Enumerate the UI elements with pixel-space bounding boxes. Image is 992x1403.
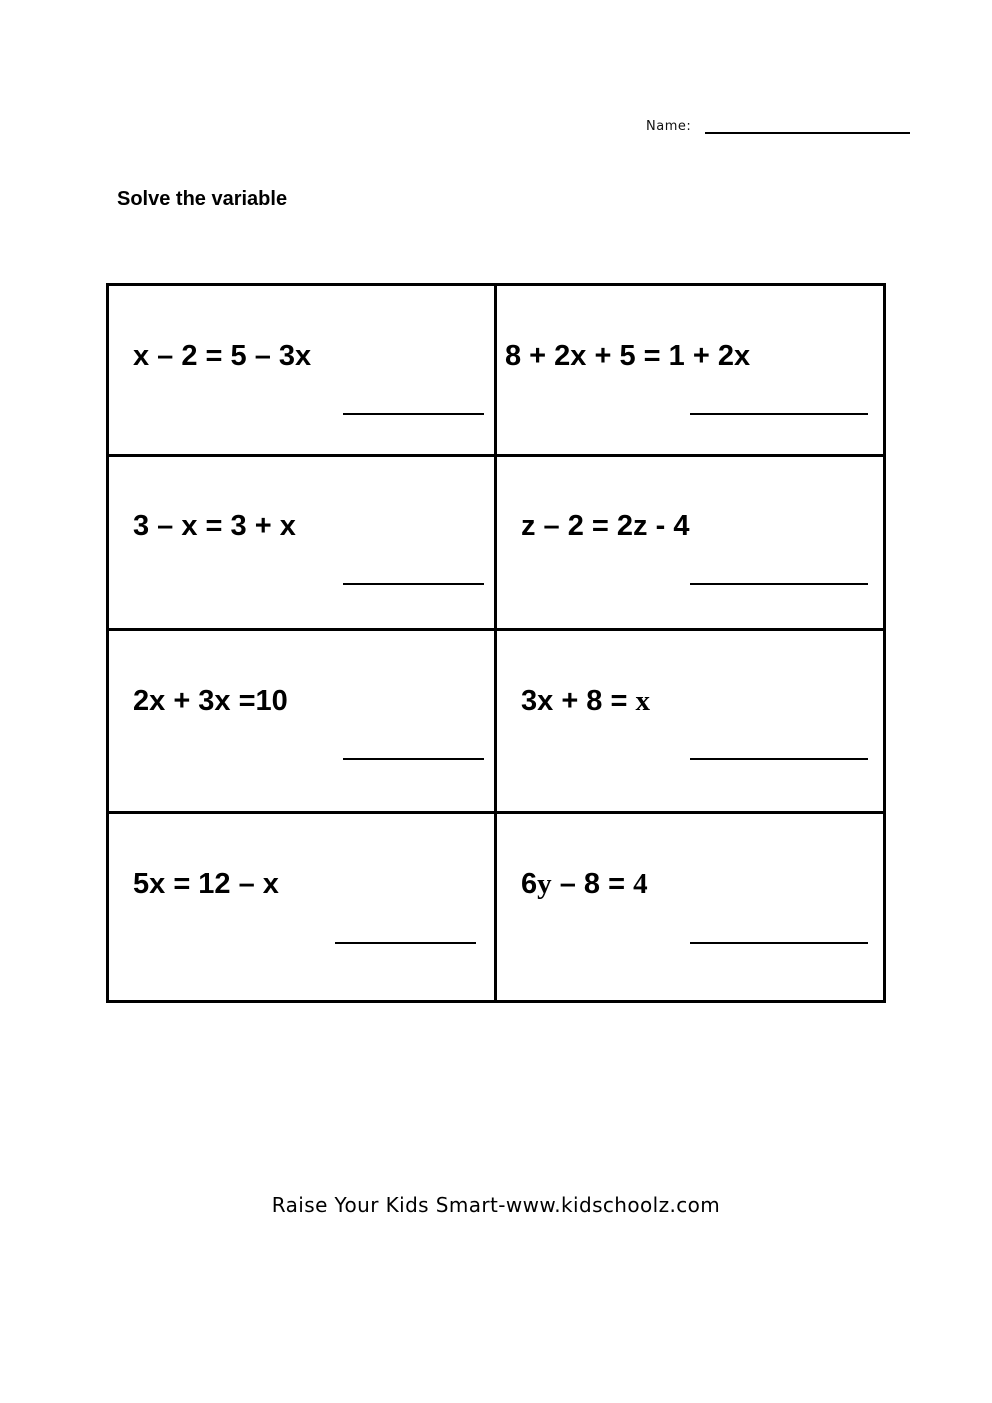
- worksheet-title: Solve the variable: [117, 188, 288, 210]
- grid-row-divider-2: [106, 628, 886, 631]
- problem-2-answer-line[interactable]: [690, 413, 868, 415]
- problem-6-equation: [521, 684, 650, 718]
- problem-8-answer-line[interactable]: [690, 942, 868, 944]
- problem-7-answer-line[interactable]: [335, 942, 476, 944]
- problem-8-result: 4: [633, 868, 648, 900]
- problem-5-equation: 2x + 3x =10: [133, 685, 288, 717]
- problem-4-equation: z – 2 = 2z - 4: [521, 510, 690, 542]
- problem-8-variable: y: [537, 868, 552, 900]
- grid-row-divider-1: [106, 454, 886, 457]
- problem-1-equation: x – 2 = 5 – 3x: [133, 340, 312, 372]
- problem-4-answer-line[interactable]: [690, 583, 868, 585]
- problem-2-equation: 8 + 2x + 5 = 1 + 2x: [505, 340, 751, 372]
- problem-7-equation: 5x = 12 – x: [133, 868, 279, 900]
- problem-5-answer-line[interactable]: [343, 758, 484, 760]
- problem-3-equation: 3 – x = 3 + x: [133, 510, 296, 542]
- problem-6-equation-prefix: 3x + 8 =: [521, 685, 636, 717]
- problem-1-answer-line[interactable]: [343, 413, 484, 415]
- problem-8-coefficient: 6: [521, 868, 538, 900]
- problem-3-answer-line[interactable]: [343, 583, 484, 585]
- footer-credit: Raise Your Kids Smart-www.kidschoolz.com: [271, 1193, 721, 1217]
- problem-6-equation-variable: x: [635, 685, 650, 717]
- name-label: Name:: [646, 119, 692, 134]
- problem-8-middle: – 8 =: [551, 868, 634, 900]
- name-field-row: [646, 119, 691, 135]
- grid-vertical-divider: [494, 283, 497, 1003]
- problem-8-equation: [521, 867, 648, 901]
- problem-6-answer-line[interactable]: [690, 758, 868, 760]
- grid-row-divider-3: [106, 811, 886, 814]
- name-input-line[interactable]: [705, 132, 910, 134]
